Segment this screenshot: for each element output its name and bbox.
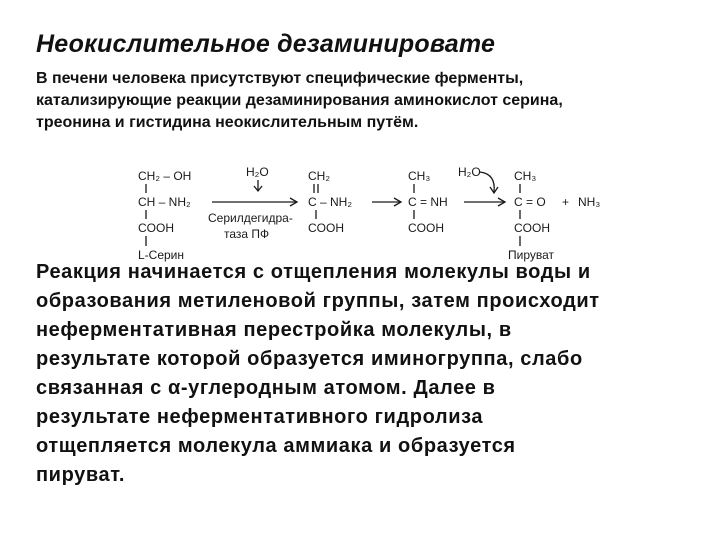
enzyme-label: таза ПФ: [224, 227, 270, 241]
plus-sign: +: [562, 195, 570, 209]
body-line: Реакция начинается с отщепления молекулы воды и: [36, 261, 591, 283]
body-line: пируват.: [36, 464, 125, 486]
pyruvate-c3: COOH: [514, 221, 550, 235]
intro-paragraph: [36, 68, 696, 134]
reaction-scheme: [100, 158, 640, 270]
enamine-c1: CH₂: [308, 169, 330, 183]
body-line: образования метиленовой группы, затем происходит: [36, 290, 600, 312]
intro-line: катализирующие реакции дезаминирования аминокислот серина,: [36, 92, 563, 109]
pyruvate-c1: CH₃: [514, 169, 537, 183]
body-line: связанная с α-углеродным атомом. Далее в: [36, 377, 496, 399]
step1-water: H₂O: [246, 165, 269, 179]
enamine-c2: C – NH₂: [308, 195, 352, 209]
step1-arrow-group: [208, 165, 297, 241]
pyruvate-c2: C = O: [514, 195, 546, 209]
intro-line: треонина и гистидина неокислительным путём.: [36, 114, 419, 131]
imine-structure: [408, 169, 448, 235]
body-line: отщепляется молекула аммиака и образуется: [36, 435, 516, 457]
imine-c1: CH₃: [408, 169, 431, 183]
imine-c2: C = NH: [408, 195, 448, 209]
serine-structure: [138, 169, 191, 262]
body-paragraph: [36, 258, 696, 490]
body-line: неферментативная перестройка молекулы, в: [36, 319, 512, 341]
enzyme-label: Серилдегидра-: [208, 211, 293, 225]
ammonia-label: NH₃: [578, 195, 601, 209]
step3-water: H₂O: [458, 165, 481, 179]
intro-line: В печени человека присутствуют специфические ферменты,: [36, 70, 524, 87]
enamine-structure: [308, 169, 352, 235]
body-line: результате которой образуется иминогруппа, слабо: [36, 348, 583, 370]
enamine-c3: COOH: [308, 221, 344, 235]
imine-c3: COOH: [408, 221, 444, 235]
serine-name: L-Серин: [138, 248, 185, 262]
step3-arrow-group: [458, 165, 505, 206]
serine-c2: CH – NH₂: [138, 195, 191, 209]
serine-c3: COOH: [138, 221, 174, 235]
pyruvate-structure: [508, 169, 555, 262]
pyruvate-name: Пируват: [508, 248, 555, 262]
body-line: результате неферментативного гидролиза: [36, 406, 484, 428]
slide-title: Неокислительное дезаминировате: [36, 30, 496, 58]
serine-c1: CH₂ – OH: [138, 169, 192, 183]
